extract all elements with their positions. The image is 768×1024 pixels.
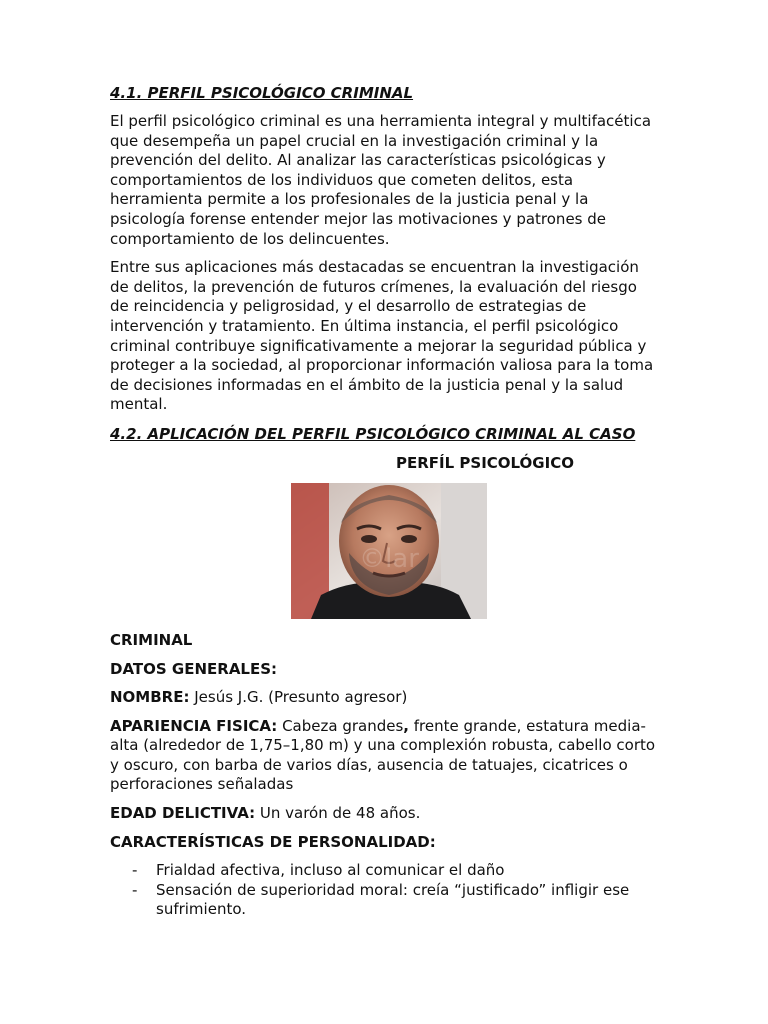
section-4-2-heading: 4.2. APLICACIÓN DEL PERFIL PSICOLÓGICO CRIMINAL AL CASO (110, 424, 636, 443)
section-4-1-paragraph-1: El perfil psicológico criminal es una herramienta integral y multifacética que desempeña un papel crucial en la investigación criminal y la prevención del delito. Al analizar las características psicológicas y comportamientos de los individuos que cometen delitos, esta herramienta permite a los profesionales de la justicia penal y la psicología forense entender mejor las motivaciones y patrones de comportamiento de los delincuentes. (110, 112, 652, 248)
name-line (110, 688, 658, 708)
personality-heading: CARACTERÍSTICAS DE PERSONALIDAD: (110, 832, 436, 851)
age-line (110, 804, 658, 824)
appearance-comma: , (403, 716, 409, 735)
section-4-1-heading: 4.1. PERFIL PSICOLÓGICO CRIMINAL (110, 84, 414, 102)
profile-title: PERFÍL PSICOLÓGICO (396, 453, 574, 472)
appearance-value-a: Cabeza grandes (277, 716, 404, 735)
svg-text:©lar: ©lar (359, 543, 419, 574)
age-value: Un varón de 48 años. (255, 804, 421, 823)
document-body (110, 83, 658, 920)
appearance-line (110, 717, 658, 795)
trait-text: Frialdad afectiva, incluso al comunicar el daño (156, 861, 505, 880)
age-label: EDAD DELICTIVA: (110, 804, 256, 823)
name-value: Jesús J.G. (Presunto agresor) (189, 688, 408, 707)
list-item (132, 861, 658, 881)
appearance-label: APARIENCIA FISICA: (110, 716, 278, 735)
trait-text: Sensación de superioridad moral: creía “justificado” infligir ese sufrimiento. (156, 880, 630, 919)
name-label: NOMBRE: (110, 688, 190, 707)
appearance-value-b: frente grande, estatura media-alta (alrededor de 1,75–1,80 m) y una complexión robusta, cabello corto y oscuro, con barba de varios días, ausencia de tatuajes, cicatrices o perforaciones señaladas (110, 716, 656, 794)
personality-traits-list (110, 861, 658, 920)
bullet-dash: - (132, 880, 138, 899)
section-4-1-paragraph-2: Entre sus aplicaciones más destacadas se encuentran la investigación de delitos, la prevención de futuros crímenes, la evaluación del riesgo de reincidencia y peligrosidad, y el desarrollo de estrategias de intervención y tratamiento. En última instancia, el perfil psicológico criminal contribuye significativamente a mejorar la seguridad pública y proteger a la sociedad, al proporcionar información valiosa para la toma de decisiones informadas en el ámbito de la justicia penal y la salud mental. (110, 258, 654, 414)
portrait-image-icon (291, 483, 487, 619)
bullet-dash: - (132, 861, 138, 880)
suspect-portrait-photo (291, 483, 487, 619)
list-item (132, 881, 658, 920)
profile-title-continued: CRIMINAL (110, 630, 193, 649)
general-data-heading: DATOS GENERALES: (110, 659, 278, 678)
